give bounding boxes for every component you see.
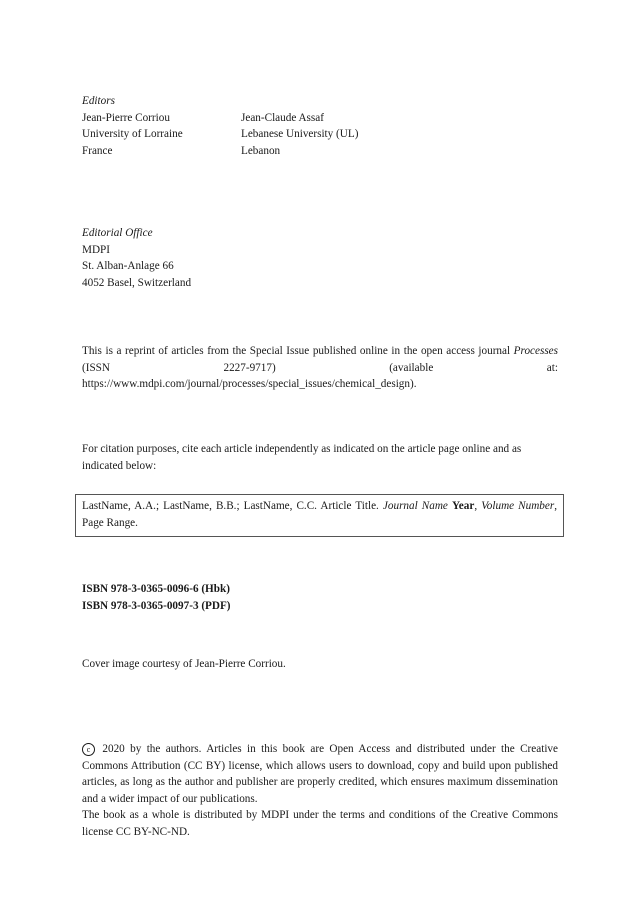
office-city: 4052 Basel, Switzerland	[82, 276, 192, 289]
isbn-section	[82, 581, 558, 614]
citation-authors-title: LastName, A.A.; LastName, B.B.; LastName, C.C. Article Title.	[82, 500, 383, 512]
editorial-office-section	[82, 225, 558, 291]
editors-list	[82, 110, 558, 160]
citation-intro: For citation purposes, cite each article independently as indicated on the article page online and as indicated below:	[82, 443, 522, 472]
cover-credit: Cover image courtesy of Jean-Pierre Corriou.	[82, 658, 286, 670]
editor-country: Lebanon	[241, 144, 281, 157]
citation-journal-name: Journal Name	[382, 500, 448, 512]
editors-heading: Editors	[82, 95, 115, 107]
license-text: 2020 by the authors. Articles in this book are Open Access and distributed under the Creative Commons Attribution (CC BY) license, which allows users to download, copy and build upon published articles, as long as the author and publisher are properly credited, which ensures maximum dissemination and a wider impact of our publications.	[82, 743, 558, 805]
office-publisher: MDPI	[82, 243, 110, 256]
journal-name: Processes	[513, 345, 558, 357]
reprint-notice	[82, 343, 558, 393]
citation-year: Year	[451, 500, 475, 512]
editorial-office-heading: Editorial Office	[82, 227, 153, 239]
editor-name: Jean-Pierre Corriou	[82, 111, 170, 124]
editor-entry	[241, 110, 400, 160]
editor-entry	[82, 110, 241, 160]
reprint-prefix: This is a reprint of articles from the Special Issue published online in the open access journal	[82, 345, 514, 357]
office-street: St. Alban-Anlage 66	[82, 260, 174, 272]
citation-template-box: LastName, A.A.; LastName, B.B.; LastName, C.C. Article Title. Journal Name Year, Volume Number, Page Range.	[75, 494, 564, 537]
isbn-hbk: ISBN 978-3-0365-0096-6 (Hbk)	[82, 583, 230, 595]
copyright-icon: c	[82, 743, 95, 756]
license-paragraph	[82, 741, 558, 807]
reprint-suffix: (ISSN 2227-9717) (available at: https://www.mdpi.com/journal/processes/special_issues/chemical_design).	[82, 361, 558, 390]
citation-pages: Page Range.	[82, 517, 138, 529]
license-book-terms: The book as a whole is distributed by MDPI under the terms and conditions of the Creative Commons license CC BY-NC-ND.	[82, 809, 558, 838]
editor-affiliation: University of Lorraine	[82, 128, 183, 140]
editor-country: France	[82, 144, 113, 157]
editor-name: Jean-Claude Assaf	[241, 111, 324, 124]
editors-section	[82, 93, 558, 159]
citation-volume: Volume Number	[481, 500, 555, 512]
isbn-pdf: ISBN 978-3-0365-0097-3 (PDF)	[82, 599, 231, 612]
editor-affiliation: Lebanese University (UL)	[241, 128, 359, 140]
license-section	[82, 741, 558, 840]
